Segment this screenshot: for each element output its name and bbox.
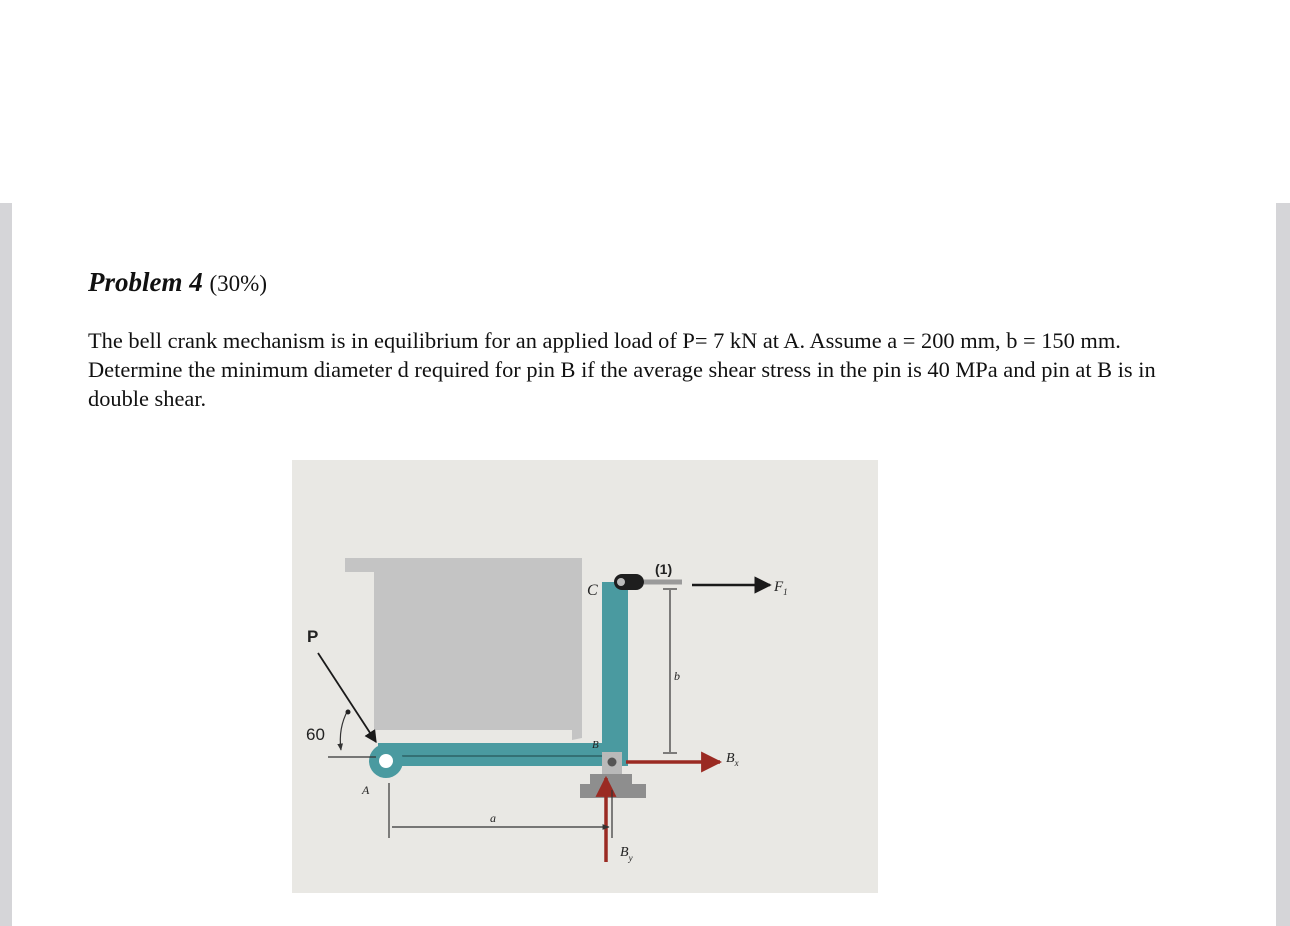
- angle-arc-dot: [346, 710, 351, 715]
- problem-label: Problem 4: [88, 267, 203, 297]
- right-scrollbar[interactable]: [1276, 203, 1290, 926]
- pin-b: [608, 758, 617, 767]
- label-bx-main: B: [726, 751, 735, 766]
- crank-vertical-arm: [602, 582, 628, 766]
- label-b-dimension: b: [674, 669, 680, 683]
- support-base: [590, 774, 632, 784]
- left-margin-bar: [0, 203, 12, 926]
- joint-c-pin: [617, 578, 625, 586]
- label-member-1: (1): [655, 561, 673, 577]
- label-a-dimension: a: [490, 811, 496, 825]
- support-foot: [580, 784, 646, 798]
- bell-crank-figure: [292, 460, 878, 893]
- label-p: P: [307, 627, 319, 646]
- label-f1-sub: 1: [783, 587, 788, 597]
- label-f1-main: F: [774, 579, 784, 595]
- bell-crank-diagram: [292, 460, 878, 893]
- problem-heading: [88, 266, 267, 300]
- label-b-point: B: [592, 739, 599, 751]
- problem-statement: The bell crank mechanism is in equilibrium for an applied load of P= 7 kN at A. Assume a = 200 mm, b = 150 mm. Determine the minimum diameter d required for pin B if the average shear stress in the pin is 40 MPa and pin at B is in double shear.: [88, 328, 1156, 411]
- label-bx-sub: x: [734, 758, 739, 768]
- label-by-sub: y: [628, 853, 633, 863]
- label-angle-60: 60: [306, 725, 325, 744]
- label-by-main: B: [620, 845, 629, 860]
- joint-a-pin: [379, 754, 393, 768]
- problem-weight: (30%): [209, 271, 267, 296]
- label-a-point: A: [362, 783, 370, 797]
- mask-rectangle: [345, 558, 582, 740]
- crank-horizontal-arm: [378, 743, 626, 766]
- label-c-point: C: [587, 582, 598, 599]
